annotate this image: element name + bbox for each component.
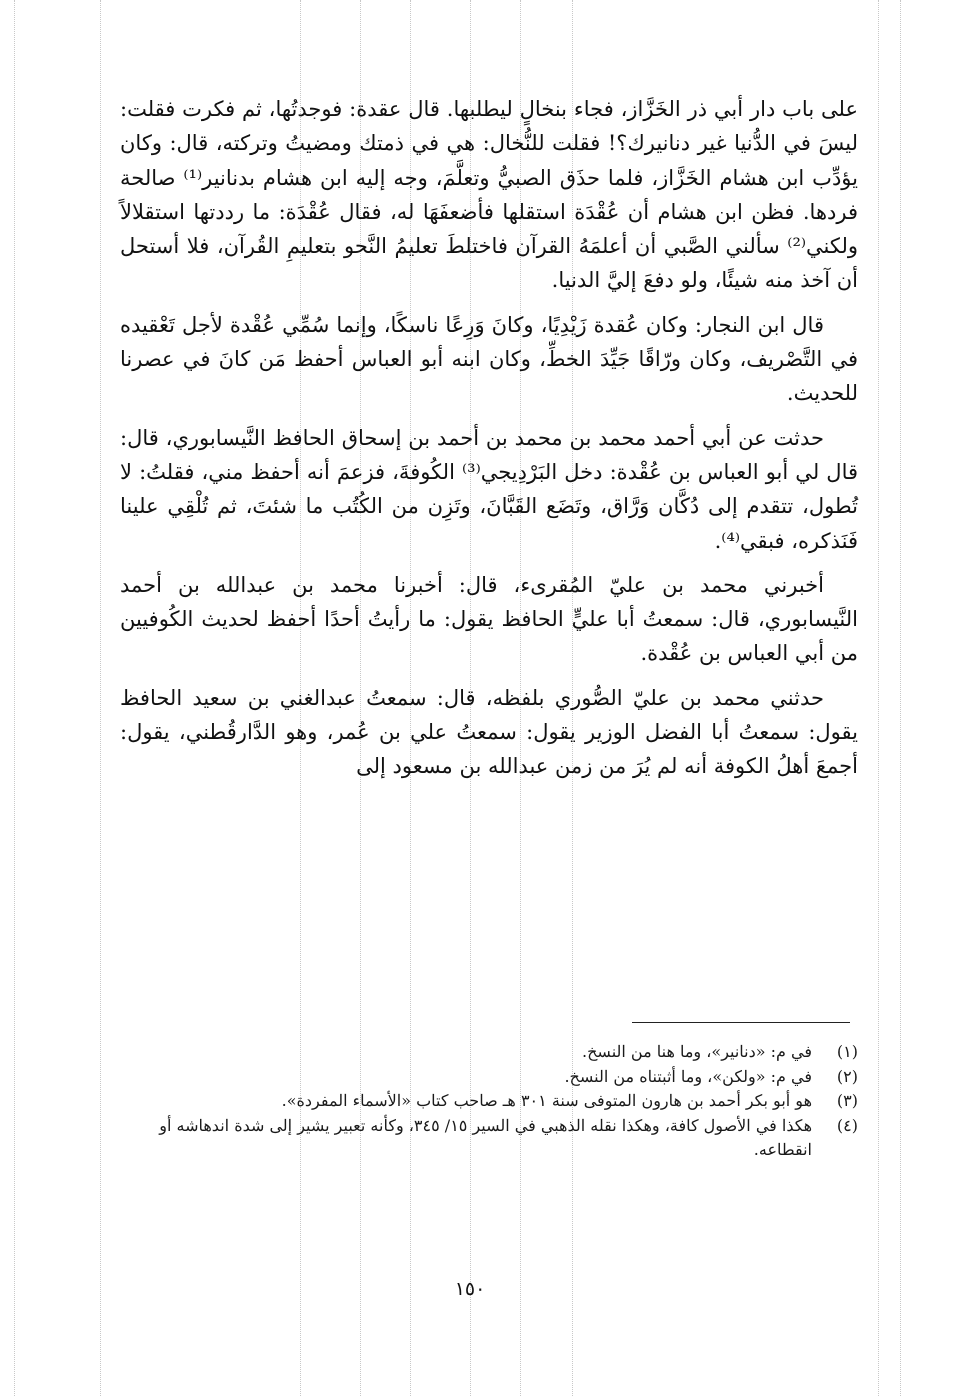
scan-guide-line <box>878 0 879 1396</box>
paragraph: حدثني محمد بن عليّ الصُّوري بلفظه، قال: سمعتُ عبدالغني بن سعيد الحافظ يقول: سمعتُ أبا الفضل الوزير يقول: سمعتُ علي بن عُمر، وهو الدَّارقُطني، يقول: أجمعَ أهلُ الكوفة أنه لم يُرَ من زمن عبدالله بن مسعود إلى <box>120 685 858 779</box>
footnote-number: (٢) <box>836 1066 858 1086</box>
paragraph: أخبرني محمد بن عليّ المُقرىء، قال: أخبرنا محمد بن عبدالله بن أحمد النَّيسابوري، قال: سمعتُ أبا عليٍّ الحافظ يقول: ما رأيتُ أحدًا أحفظ لحديث الكُوفيين من أبي العباس بن عُقْدة. <box>120 572 858 666</box>
footnote <box>120 1114 858 1163</box>
paragraph: حدثت عن أبي أحمد محمد بن محمد بن أحمد بن إسحاق الحافظ النَّيسابوري، قال: قال لي أبو العباس بن عُقْدة: دخل البَرْدِيجي⁽³⁾ الكُوفةَ، فزعمَ أنه أحفظ مني، فقلتُ: لا تُطول، تتقدم إلى دُكَّان وَرَّاق، وتَضَع القَبَّانَ، وتَزِن من الكُتُب ما شئتَ، ثم تُلْقِي علينا فَنَذكره، فبقي⁽⁴⁾. <box>120 425 858 553</box>
footnote-number: (٤) <box>836 1115 858 1135</box>
footnote-number: (١) <box>836 1042 858 1061</box>
scan-guide-line <box>14 0 15 1396</box>
footnote <box>120 1089 858 1114</box>
footnote-separator <box>632 1022 850 1023</box>
scan-guide-line <box>100 0 101 1396</box>
footnote-number: (٣) <box>836 1091 858 1110</box>
paragraph: قال ابن النجار: وكان عُقدة زَيْدِيًا، وكانَ وَرِعًا ناسكًا، وإنما سُمِّي عُقْدة لأجل تَعْقيده في التَّصْريف، وكان ورّاقًا جَيِّدَ الخطِّ، وكان ابنه أبو العباس أحفظ مَن كانَ في عصرنا للحديث. <box>120 312 858 406</box>
footnote-text: في م: «دنانير»، وما هنا من النسخ. <box>582 1042 812 1061</box>
footnote <box>120 1040 858 1065</box>
footnotes <box>120 1040 858 1163</box>
paragraph: على باب دار أبي ذر الخَزَّاز، فجاء بنخالٍ ليطلبها. قال عقدة: فوجدتُها، ثم فكرت فقلت: ليسَ في الدُّنيا غير دنانيرك؟! فقلت للنُّخال: هي في ذمتك ومضيتُ وتركته، قال: وكان يؤدِّب ابن هشام الخَزَّاز، فلما حذَق الصبيُّ وتعلَّمَ، وجه إليه ابن هشام بدنانير⁽¹⁾ صالحة فردها. فظن ابن هشام أن عُقْدَة استقلها فأضعفَهَا له، فقال عُقْدَة: ما رددتها استقلالاً ولكني⁽²⁾ سألني الصَّبي أن أعلمَهُ القرآن فاختلطَ تعليمُ النَّحو بتعليمِ القُرآن، فلا أستحل أن آخذ منه شيئًا، ولو دفعَ إليَّ الدنيا. <box>120 97 858 293</box>
main-text <box>120 92 858 794</box>
scan-guide-line <box>900 0 901 1396</box>
footnote <box>120 1065 858 1090</box>
footnote-text: في م: «ولكن»، وما أثبتناه من النسخ. <box>564 1066 812 1086</box>
page-number: ١٥٠ <box>454 1278 486 1300</box>
footnote-text: هكذا في الأصول كافة، وهكذا نقله الذهبي في السير ١٥/ ٣٤٥، وكأنه تعبير يشير إلى شدة اندهاشه أو انقطاعه. <box>159 1115 812 1159</box>
footnote-text: هو أبو بكر أحمد بن هارون المتوفى سنة ٣٠١ هـ صاحب كتاب «الأسماء المفردة». <box>281 1091 812 1110</box>
